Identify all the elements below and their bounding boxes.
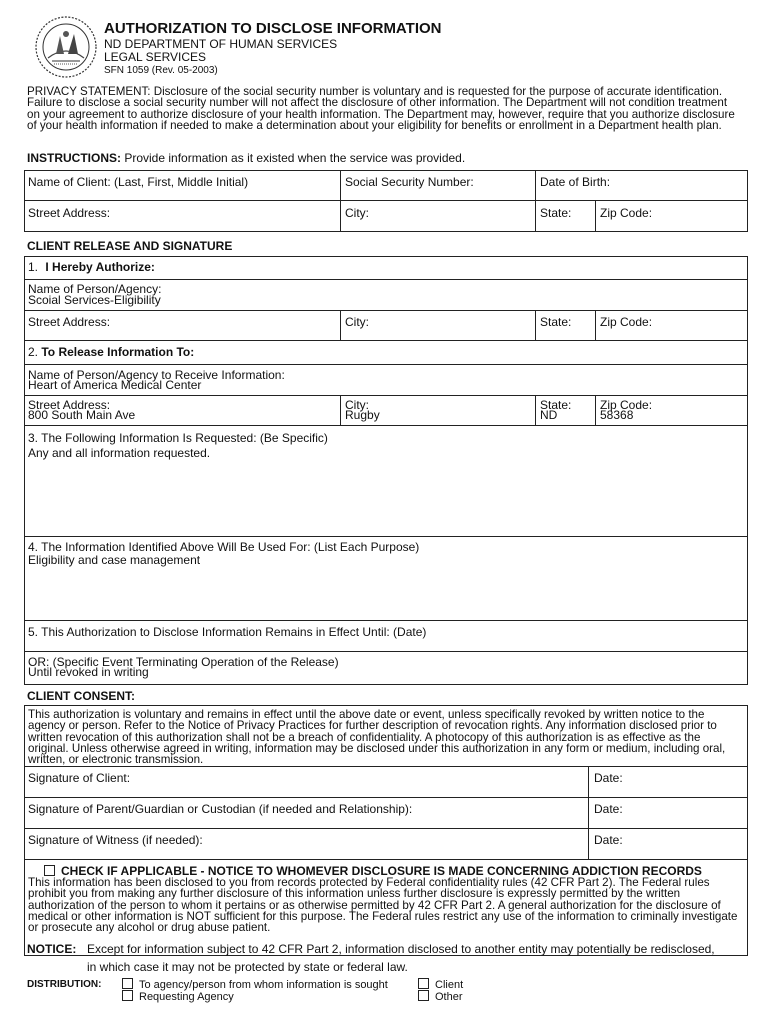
recipient-label: Name of Person/Agency to Receive Information: [28, 368, 285, 382]
distribution-option-requesting[interactable] [122, 990, 234, 1003]
distribution-option-other-label: Other [435, 991, 463, 1003]
client-city-field[interactable]: City: [345, 206, 369, 220]
recipient-city-label: City: [345, 398, 369, 412]
guardian-signature-field[interactable]: Signature of Parent/Guardian or Custodian (if needed and Relationship): [28, 802, 413, 816]
addiction-checkbox[interactable] [44, 865, 55, 876]
section4-label: 4. The Information Identified Above Will Be Used For: (List Each Purpose) [28, 540, 420, 554]
distribution-option-source-label: To agency/person from whom information is sought [139, 979, 388, 991]
recipient-state-value[interactable]: ND [540, 408, 558, 422]
recipient-zip-value[interactable]: 58368 [600, 408, 634, 422]
authorized-zip-field[interactable]: Zip Code: [600, 315, 653, 329]
authorized-street-field[interactable]: Street Address: [28, 315, 111, 329]
authorized-person-label: Name of Person/Agency: [28, 282, 162, 296]
consent-heading: CLIENT CONSENT: [27, 689, 135, 703]
distribution-option-other[interactable] [418, 990, 463, 1003]
section2-title [28, 346, 194, 358]
privacy-statement: PRIVACY STATEMENT: Disclosure of the social security number is voluntary and is requested for the purpose of accurate identification. Failure to disclose a social security number will not affect the disclosure of other information. The Department will not condition treatment on your agreement to authorize disclosure of your health information. The Department may, however, require that you authorize disclosure of your health information if needed to make a determination about your eligibility for benefits or enrollment in a Department health plan. [27, 85, 735, 132]
authorized-state-field[interactable]: State: [540, 315, 572, 329]
notice-line1: Except for information subject to 42 CFR Part 2, information disclosed to another entity may potentially be redisclosed, [87, 942, 715, 956]
recipient-state-label: State: [540, 398, 572, 412]
distribution-option-requesting-label: Requesting Agency [139, 991, 234, 1003]
state-seal [34, 14, 98, 80]
termination-event-label: OR: (Specific Event Terminating Operation of the Release) [28, 655, 339, 669]
client-state-field[interactable]: State: [540, 206, 572, 220]
recipient-value[interactable]: Heart of America Medical Center [28, 378, 202, 392]
notice-line2: in which case it may not be protected by state or federal law. [87, 960, 408, 974]
client-signature-date[interactable]: Date: [594, 771, 623, 785]
dob-field[interactable]: Date of Birth: [540, 175, 611, 189]
section2-number: 2. [28, 345, 39, 359]
division-name: LEGAL SERVICES [104, 50, 207, 64]
section2-label: To Release Information To: [41, 345, 195, 359]
client-name-field[interactable]: Name of Client: (Last, First, Middle Initial) [28, 175, 249, 189]
section1-title [28, 261, 155, 273]
authorized-person-value[interactable]: Scoial Services-Eligibility [28, 293, 161, 307]
client-street-field[interactable]: Street Address: [28, 206, 111, 220]
addiction-notice-text: This information has been disclosed to you from records protected by Federal confidentiality rules (42 CFR Part 2). The Federal rules prohibit you from making any further disclosure of this information unless further disclosure is expressly permitted by the written authorization of the person to whom it pertains or as otherwise permitted by 42 CFR Part 2. A general authorization for the disclosure of medical or other information is NOT sufficient for this purpose. The Federal rules restrict any use of the information to criminally investigate or prosecute any alcohol or drug abuse patient. [28, 876, 738, 935]
checkbox-icon[interactable] [418, 990, 429, 1001]
witness-signature-field[interactable]: Signature of Witness (if needed): [28, 833, 203, 847]
department-name: ND DEPARTMENT OF HUMAN SERVICES [104, 37, 338, 51]
witness-signature-date[interactable]: Date: [594, 833, 623, 847]
section1-label: I Hereby Authorize: [45, 260, 155, 274]
client-signature-field[interactable]: Signature of Client: [28, 771, 131, 785]
client-zip-field[interactable]: Zip Code: [600, 206, 653, 220]
guardian-signature-date[interactable]: Date: [594, 802, 623, 816]
consent-text: This authorization is voluntary and remains in effect until the above date or event, unless specifically revoked by written notice to the agency or person. Refer to the Notice of Privacy Practices for further description of revocation rights. Any information disclosed prior to written revocation of this authorization shall not be a breach of confidentiality. A photocopy of this authorization is as effective as the original. Unless otherwise agreed in writing, information may be disclosed under this authorization in any form or medium, including oral, written, or electronic transmission. [28, 708, 726, 767]
instructions-label: INSTRUCTIONS: [27, 151, 121, 165]
termination-event-value[interactable]: Until revoked in writing [28, 665, 149, 679]
checkbox-icon[interactable] [122, 990, 133, 1001]
instructions-text: Provide information as it existed when the service was provided. [124, 151, 466, 165]
instructions [27, 151, 465, 165]
section3-value[interactable]: Any and all information requested. [28, 446, 211, 460]
recipient-city-value[interactable]: Rugby [345, 408, 380, 422]
recipient-zip-label: Zip Code: [600, 398, 653, 412]
section5-label[interactable]: 5. This Authorization to Disclose Information Remains in Effect Until: (Date) [28, 625, 427, 639]
form-title: AUTHORIZATION TO DISCLOSE INFORMATION [104, 20, 442, 37]
form-number: SFN 1059 (Rev. 05-2003) [104, 65, 218, 76]
distribution-label: DISTRIBUTION: [27, 979, 102, 990]
addiction-heading-text: CHECK IF APPLICABLE - NOTICE TO WHOMEVER DISCLOSURE IS MADE CONCERNING ADDICTION RECORDS [61, 864, 702, 878]
release-heading: CLIENT RELEASE AND SIGNATURE [27, 239, 233, 253]
section3-label: 3. The Following Information Is Requested: (Be Specific) [28, 431, 328, 445]
recipient-street-value[interactable]: 800 South Main Ave [28, 408, 136, 422]
checkbox-icon[interactable] [122, 978, 133, 989]
checkbox-icon[interactable] [418, 978, 429, 989]
distribution-option-client-label: Client [435, 979, 464, 991]
section1-number: 1. [28, 260, 39, 274]
authorized-city-field[interactable]: City: [345, 315, 369, 329]
ssn-field[interactable]: Social Security Number: [345, 175, 474, 189]
notice-label: NOTICE: [27, 942, 77, 956]
recipient-street-label: Street Address: [28, 398, 111, 412]
section4-value[interactable]: Eligibility and case management [28, 553, 201, 567]
